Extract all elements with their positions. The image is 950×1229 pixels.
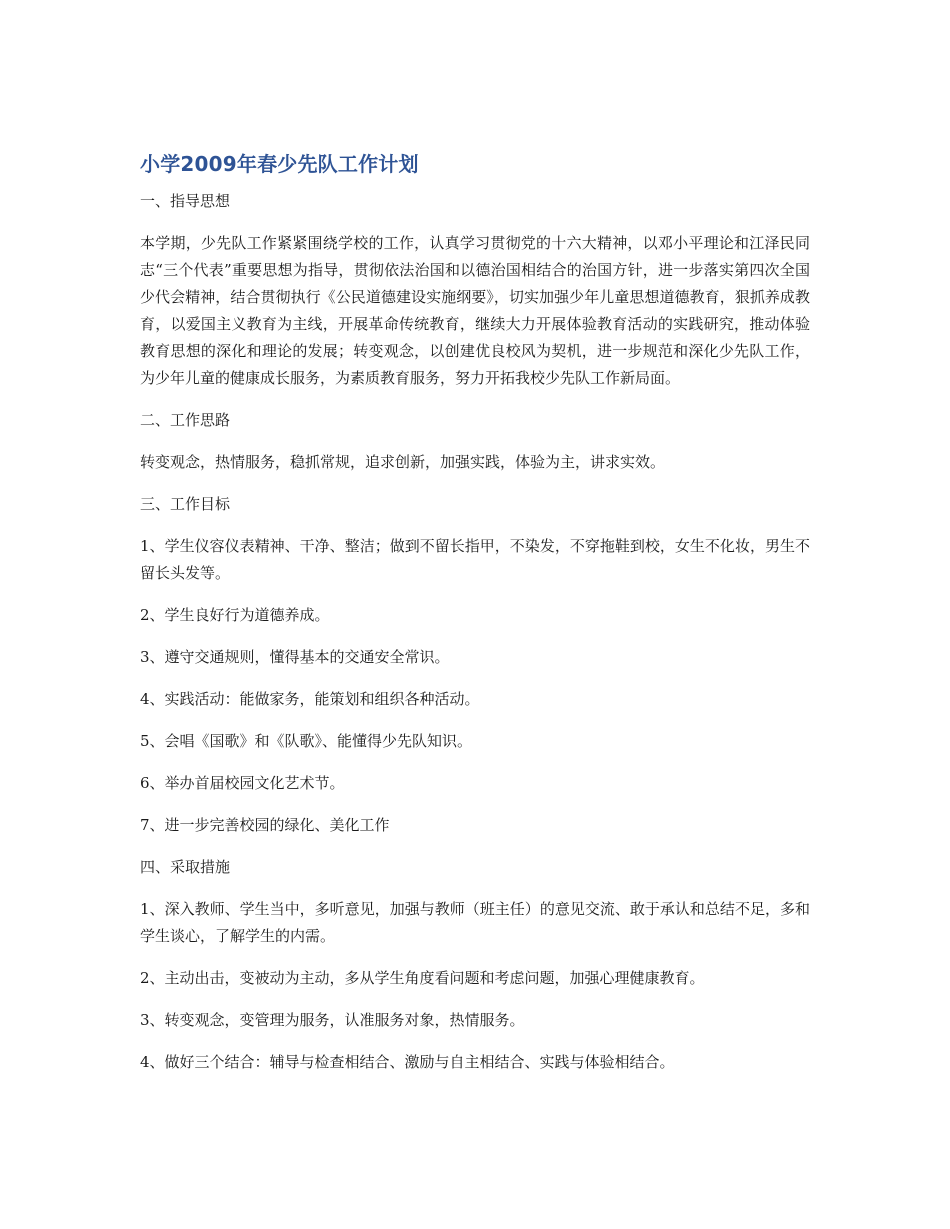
section-heading-guiding-ideology: 一、指导思想 bbox=[140, 192, 231, 210]
measure-item: 4、做好三个结合：辅导与检查相结合、激励与自主相结合、实践与体验相结合。 bbox=[140, 1053, 675, 1071]
section-heading-work-approach: 二、工作思路 bbox=[140, 411, 231, 429]
section-body-guiding-ideology: 本学期，少先队工作紧紧围绕学校的工作，认真学习贯彻党的十六大精神，以邓小平理论和江泽民同志“三个代表”重要思想为指导，贯彻依法治国和以德治国相结合的治国方针，进一步落实第四次全国少代会精神，结合贯彻执行《公民道德建设实施纲要》，切实加强少年儿童思想道德教育，狠抓养成教育，以爱国主义教育为主线，开展革命传统教育，继续大力开展体验教育活动的实践研究，推动体验教育思想的深化和理论的发展；转变观念，以创建优良校风为契机，进一步规范和深化少先队工作，为少年儿童的健康成长服务，为素质教育服务，努力开拓我校少先队工作新局面。 bbox=[140, 234, 810, 387]
document-page bbox=[140, 148, 810, 1091]
measure-item: 1、深入教师、学生当中，多听意见，加强与教师（班主任）的意见交流、敢于承认和总结不足，多和学生谈心，了解学生的内需。 bbox=[140, 900, 810, 945]
goal-item: 1、学生仪容仪表精神、干净、整洁；做到不留长指甲，不染发，不穿拖鞋到校，女生不化妆，男生不留长头发等。 bbox=[140, 537, 810, 582]
goal-item: 3、遵守交通规则，懂得基本的交通安全常识。 bbox=[140, 648, 450, 666]
measure-item: 3、转变观念，变管理为服务，认准服务对象，热情服务。 bbox=[140, 1011, 525, 1029]
document-title: 小学2009年春少先队工作计划 bbox=[140, 152, 419, 176]
goal-item: 6、举办首届校园文化艺术节。 bbox=[140, 774, 345, 792]
section-body-work-approach: 转变观念，热情服务，稳抓常规，追求创新，加强实践，体验为主，讲求实效。 bbox=[140, 453, 666, 471]
goal-item: 7、进一步完善校园的绿化、美化工作 bbox=[140, 816, 390, 834]
goal-item: 5、会唱《国歌》和《队歌》、能懂得少先队知识。 bbox=[140, 732, 473, 750]
goal-item: 2、学生良好行为道德养成。 bbox=[140, 606, 330, 624]
measure-item: 2、主动出击，变被动为主动，多从学生角度看问题和考虑问题，加强心理健康教育。 bbox=[140, 969, 705, 987]
goal-item: 4、实践活动：能做家务，能策划和组织各种活动。 bbox=[140, 690, 480, 708]
section-heading-measures: 四、采取措施 bbox=[140, 858, 231, 876]
section-heading-work-goals: 三、工作目标 bbox=[140, 495, 231, 513]
